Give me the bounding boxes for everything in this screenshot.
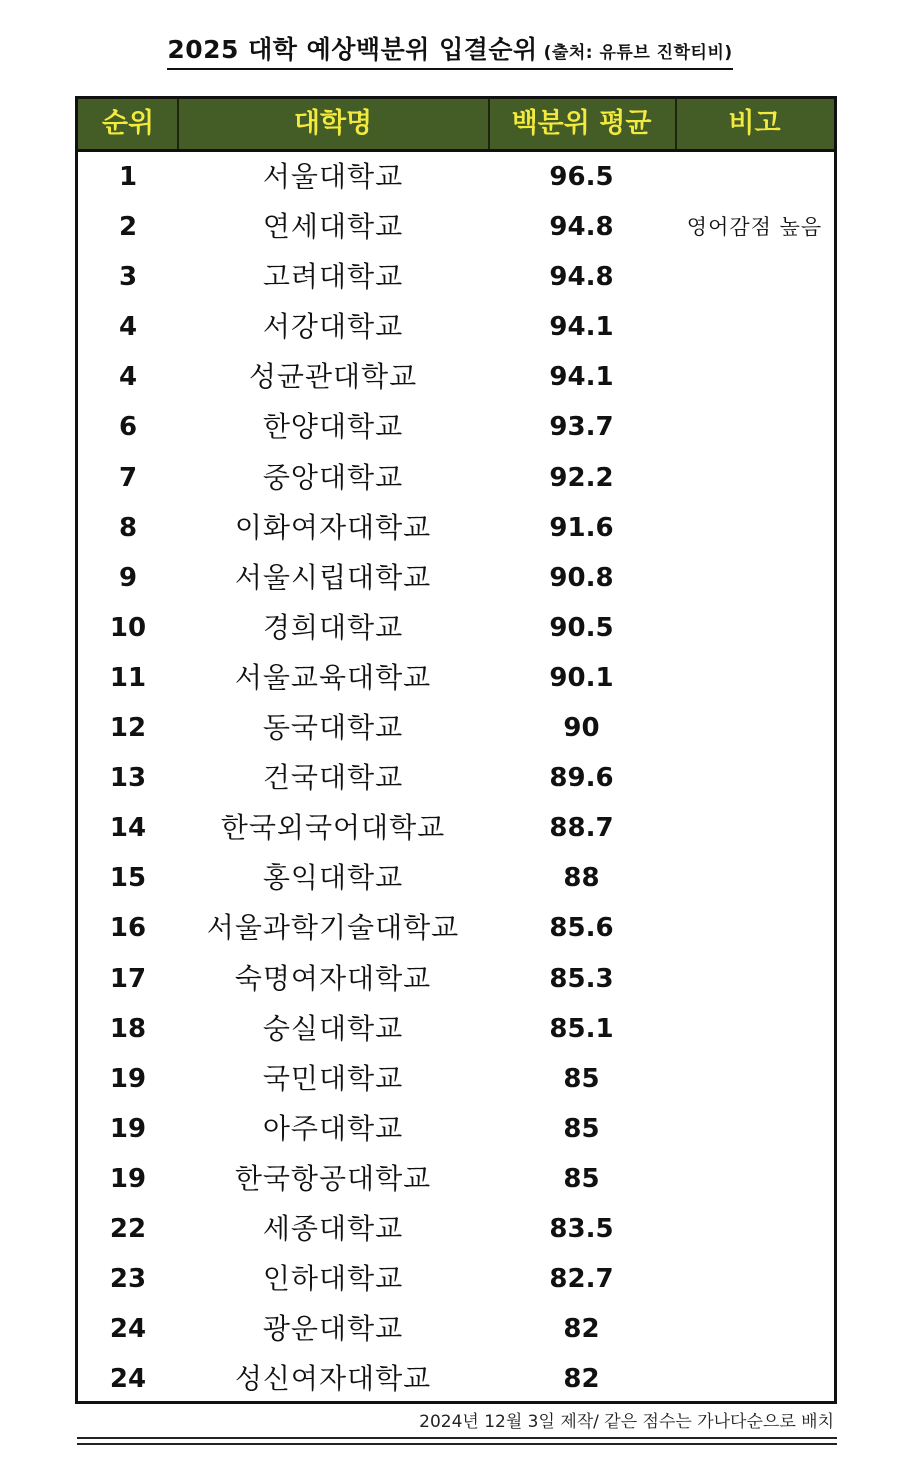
- note-cell: 영어감점 높음: [686, 215, 823, 240]
- rank-cell: 23: [109, 1264, 147, 1295]
- note-cell: [675, 954, 834, 1004]
- rank-cell: 17: [109, 963, 147, 994]
- note-cell: [675, 603, 834, 653]
- university-name-cell: 한국항공대학교: [234, 1161, 432, 1195]
- table-row: [78, 453, 834, 503]
- title-source: (출처: 유튜브 진학티비): [543, 43, 733, 63]
- score-cell: 85: [563, 1063, 600, 1094]
- rank-cell: 8: [118, 512, 138, 543]
- university-name-cell: 중앙대학교: [262, 460, 404, 494]
- note-cell: [675, 903, 834, 953]
- table-row: [78, 603, 834, 653]
- table-row: [78, 803, 834, 853]
- note-cell: [675, 1104, 834, 1154]
- note-cell: [675, 653, 834, 703]
- rank-cell: 18: [109, 1013, 147, 1044]
- note-cell: [675, 703, 834, 753]
- table-row: [78, 703, 834, 753]
- university-name-cell: 숭실대학교: [262, 1011, 404, 1045]
- table-row: [78, 302, 834, 352]
- header-score: 백분위 평균: [511, 108, 652, 139]
- score-cell: 94.8: [549, 212, 614, 243]
- score-cell: 89.6: [549, 763, 614, 794]
- score-cell: 85: [563, 1163, 600, 1194]
- table-row: [78, 1254, 834, 1304]
- table-row: [78, 252, 834, 302]
- footer-rule: [77, 1437, 837, 1439]
- header-name: 대학명: [293, 108, 373, 139]
- table-row: [78, 1304, 834, 1354]
- university-name-cell: 서강대학교: [262, 310, 404, 344]
- table-row: [78, 553, 834, 603]
- rank-cell: 19: [109, 1113, 147, 1144]
- university-name-cell: 경희대학교: [262, 610, 404, 644]
- note-cell: [675, 803, 834, 853]
- table-row: [78, 152, 834, 202]
- rank-cell: 12: [109, 713, 147, 744]
- note-cell: [675, 753, 834, 803]
- score-cell: 90.8: [549, 562, 614, 593]
- score-cell: 90.5: [549, 612, 614, 643]
- rank-cell: 24: [109, 1314, 147, 1345]
- table-row: [78, 1204, 834, 1254]
- university-name-cell: 광운대학교: [262, 1312, 404, 1346]
- footer-rule: [77, 1443, 837, 1445]
- university-name-cell: 이화여자대학교: [234, 510, 432, 544]
- score-cell: 90.1: [549, 662, 614, 693]
- table-row: [78, 653, 834, 703]
- note-cell: [675, 402, 834, 452]
- university-name-cell: 성신여자대학교: [234, 1362, 432, 1396]
- table-header: [78, 99, 834, 152]
- note-cell: [675, 1204, 834, 1254]
- rank-cell: 15: [109, 863, 147, 894]
- university-name-cell: 서울대학교: [262, 160, 404, 193]
- header-note: 비고: [728, 108, 781, 139]
- university-name-cell: 동국대학교: [262, 711, 404, 745]
- note-cell: [675, 553, 834, 603]
- note-cell: [675, 1254, 834, 1304]
- table-row: [78, 753, 834, 803]
- score-cell: 82.7: [549, 1264, 614, 1295]
- university-name-cell: 인하대학교: [262, 1262, 404, 1296]
- university-name-cell: 홍익대학교: [262, 861, 404, 895]
- rank-cell: 22: [109, 1213, 147, 1244]
- rank-cell: 19: [109, 1063, 147, 1094]
- rank-cell: 10: [109, 612, 147, 643]
- university-name-cell: 성균관대학교: [248, 360, 418, 394]
- table-row: [78, 1054, 834, 1104]
- score-cell: 85: [563, 1113, 600, 1144]
- table-row: [78, 903, 834, 953]
- university-name-cell: 서울교육대학교: [234, 660, 432, 694]
- table-row: [78, 954, 834, 1004]
- table-row: [78, 1104, 834, 1154]
- rank-cell: 1: [118, 162, 138, 192]
- note-cell: [675, 1004, 834, 1054]
- rank-cell: 9: [118, 562, 138, 593]
- university-name-cell: 아주대학교: [262, 1111, 404, 1145]
- note-cell: [675, 1354, 834, 1404]
- note-cell: [675, 152, 834, 202]
- university-name-cell: 서울과학기술대학교: [206, 911, 460, 945]
- university-name-cell: 연세대학교: [262, 210, 404, 244]
- title-main: 2025 대학 예상백분위 입결순위: [167, 35, 538, 64]
- note-cell: [675, 853, 834, 903]
- table-row: [78, 1004, 834, 1054]
- note-cell: [675, 302, 834, 352]
- ranking-table: [75, 96, 837, 1404]
- note-cell: [675, 352, 834, 402]
- note-cell: [675, 453, 834, 503]
- note-cell: [675, 1054, 834, 1104]
- score-cell: 94.1: [549, 362, 614, 393]
- table-row: [78, 853, 834, 903]
- rank-cell: 11: [109, 662, 147, 693]
- score-cell: 82: [563, 1314, 600, 1345]
- note-cell: [675, 503, 834, 553]
- table-row: [78, 202, 834, 252]
- rank-cell: 3: [118, 262, 138, 293]
- page-title: [167, 30, 732, 70]
- university-name-cell: 고려대학교: [262, 260, 404, 294]
- university-name-cell: 한양대학교: [262, 410, 404, 444]
- rank-cell: 14: [109, 813, 147, 844]
- table-body: [78, 152, 834, 1404]
- score-cell: 96.5: [549, 162, 614, 192]
- score-cell: 88: [563, 863, 600, 894]
- table-row: [78, 1154, 834, 1204]
- score-cell: 94.1: [549, 312, 614, 343]
- score-cell: 85.6: [549, 913, 614, 944]
- note-cell: [675, 1154, 834, 1204]
- score-cell: 88.7: [549, 813, 614, 844]
- note-cell: [675, 252, 834, 302]
- score-cell: 85.3: [549, 963, 614, 994]
- footnote: 2024년 12월 3일 제작/ 같은 점수는 가나다순으로 배치: [419, 1412, 834, 1432]
- rank-cell: 24: [109, 1364, 147, 1395]
- score-cell: 92.2: [549, 462, 614, 493]
- rank-cell: 13: [109, 763, 147, 794]
- table-row: [78, 352, 834, 402]
- rank-cell: 19: [109, 1163, 147, 1194]
- table-row: [78, 503, 834, 553]
- score-cell: 85.1: [549, 1013, 614, 1044]
- table-row: [78, 1354, 834, 1404]
- university-name-cell: 숙명여자대학교: [234, 961, 432, 995]
- score-cell: 90: [563, 713, 600, 744]
- university-name-cell: 세종대학교: [262, 1211, 404, 1245]
- rank-cell: 4: [118, 312, 138, 343]
- title-wrap: [0, 30, 900, 70]
- rank-cell: 4: [118, 362, 138, 393]
- rank-cell: 16: [109, 913, 147, 944]
- rank-cell: 6: [118, 412, 138, 443]
- score-cell: 82: [563, 1364, 600, 1395]
- score-cell: 91.6: [549, 512, 614, 543]
- university-name-cell: 한국외국어대학교: [220, 811, 446, 845]
- university-name-cell: 국민대학교: [262, 1061, 404, 1095]
- rank-cell: 2: [118, 212, 138, 243]
- score-cell: 93.7: [549, 412, 614, 443]
- header-rank: 순위: [101, 108, 155, 139]
- university-name-cell: 건국대학교: [262, 761, 404, 795]
- note-cell: [675, 1304, 834, 1354]
- table-row: [78, 402, 834, 452]
- university-name-cell: 서울시립대학교: [234, 560, 432, 594]
- score-cell: 94.8: [549, 262, 614, 293]
- rank-cell: 7: [118, 462, 138, 493]
- score-cell: 83.5: [549, 1213, 614, 1244]
